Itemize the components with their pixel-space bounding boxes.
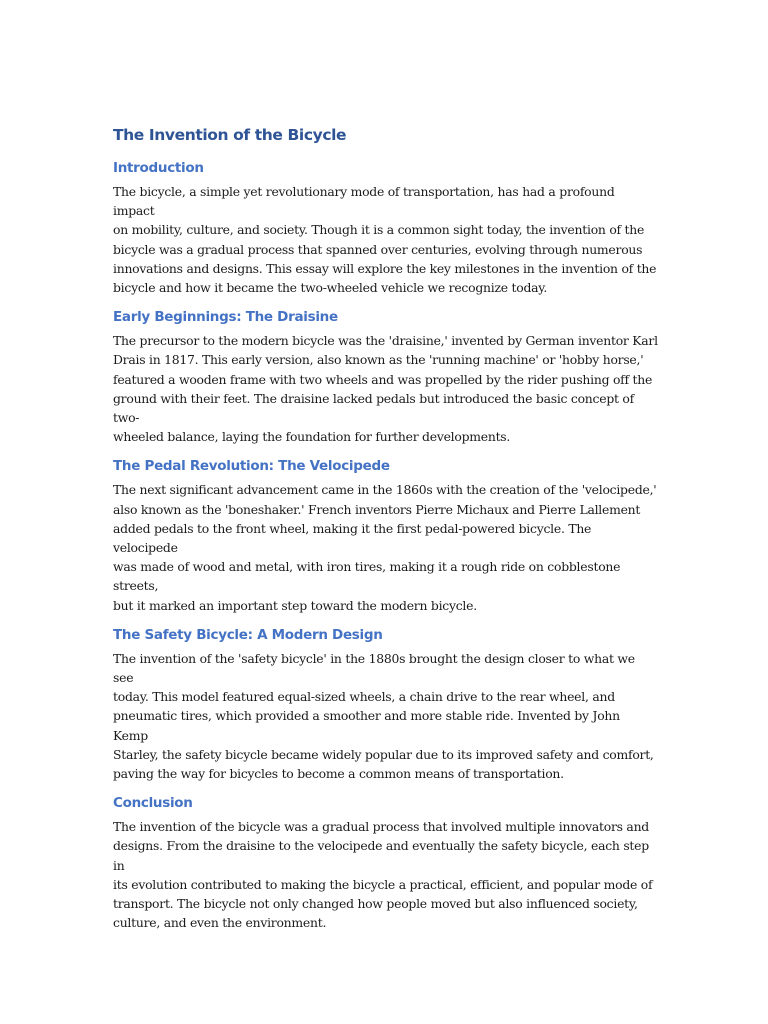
paragraph-line: ground with their feet. The draisine lacked pedals but introduced the basic concept of two- — [113, 390, 634, 426]
section-heading: The Pedal Revolution: The Velocipede — [113, 458, 390, 475]
paragraph-line: was made of wood and metal, with iron tires, making it a rough ride on cobblestone streets, — [113, 559, 621, 594]
paragraph-line: transport. The bicycle not only changed how people moved but also influenced society, — [113, 896, 638, 912]
paragraph-line: on mobility, culture, and society. Though it is a common sight today, the invention of the — [113, 222, 645, 238]
section — [113, 456, 658, 614]
section-paragraph — [113, 817, 658, 932]
section-heading: Early Beginnings: The Draisine — [113, 309, 338, 326]
paragraph-line: also known as the 'boneshaker.' French inventors Pierre Michaux and Pierre Lallement — [113, 501, 641, 517]
section-heading: The Safety Bicycle: A Modern Design — [113, 626, 383, 643]
paragraph-line: added pedals to the front wheel, making it the first pedal-powered bicycle. The velocipede — [113, 520, 592, 556]
sections-container — [113, 158, 658, 933]
paragraph-line: bicycle was a gradual process that spanned over centuries, evolving through numerous — [113, 241, 643, 257]
paragraph-line: but it marked an important step toward the modern bicycle. — [113, 597, 477, 613]
paragraph-line: featured a wooden frame with two wheels and was propelled by the rider pushing off the — [113, 371, 653, 387]
paragraph-line: today. This model featured equal-sized wheels, a chain drive to the rear wheel, and — [113, 689, 615, 705]
section-paragraph — [113, 649, 658, 783]
paragraph-line: The invention of the 'safety bicycle' in the 1880s brought the design closer to what we see — [113, 650, 635, 686]
paragraph-line: pneumatic tires, which provided a smoother and more stable ride. Invented by John Kemp — [113, 708, 620, 743]
paragraph-line: culture, and even the environment. — [113, 915, 327, 931]
section-heading: Conclusion — [113, 795, 193, 812]
section — [113, 625, 658, 783]
document-body — [113, 124, 658, 943]
section-heading: Introduction — [113, 160, 204, 176]
section — [113, 307, 658, 446]
section-paragraph — [113, 331, 658, 446]
paragraph-line: Drais in 1817. This early version, also known as the 'running machine' or 'hobby horse,' — [113, 352, 644, 368]
document-title: The Invention of the Bicycle — [113, 126, 347, 144]
paragraph-line: wheeled balance, laying the foundation for further developments. — [113, 429, 511, 445]
paragraph-line: bicycle and how it became the two-wheeled vehicle we recognize today. — [113, 280, 548, 296]
paragraph-line: The precursor to the modern bicycle was the 'draisine,' invented by German inventor Karl — [113, 333, 658, 349]
paragraph-line: designs. From the draisine to the velocipede and eventually the safety bicycle, each step in — [113, 838, 649, 873]
paragraph-line: The next significant advancement came in the 1860s with the creation of the 'velocipede,' — [113, 482, 657, 498]
section-paragraph — [113, 182, 658, 297]
section — [113, 158, 658, 297]
section-paragraph — [113, 480, 658, 614]
paragraph-line: paving the way for bicycles to become a common means of transportation. — [113, 766, 564, 782]
paragraph-line: innovations and designs. This essay will explore the key milestones in the invention of the — [113, 260, 657, 276]
paragraph-line: its evolution contributed to making the bicycle a practical, efficient, and popular mode of — [113, 876, 653, 892]
paragraph-line: Starley, the safety bicycle became widely popular due to its improved safety and comfort, — [113, 746, 654, 762]
paragraph-line: The invention of the bicycle was a gradual process that involved multiple innovators and — [113, 819, 649, 835]
section — [113, 793, 658, 932]
paragraph-line: The bicycle, a simple yet revolutionary mode of transportation, has had a profound impact — [113, 184, 615, 219]
